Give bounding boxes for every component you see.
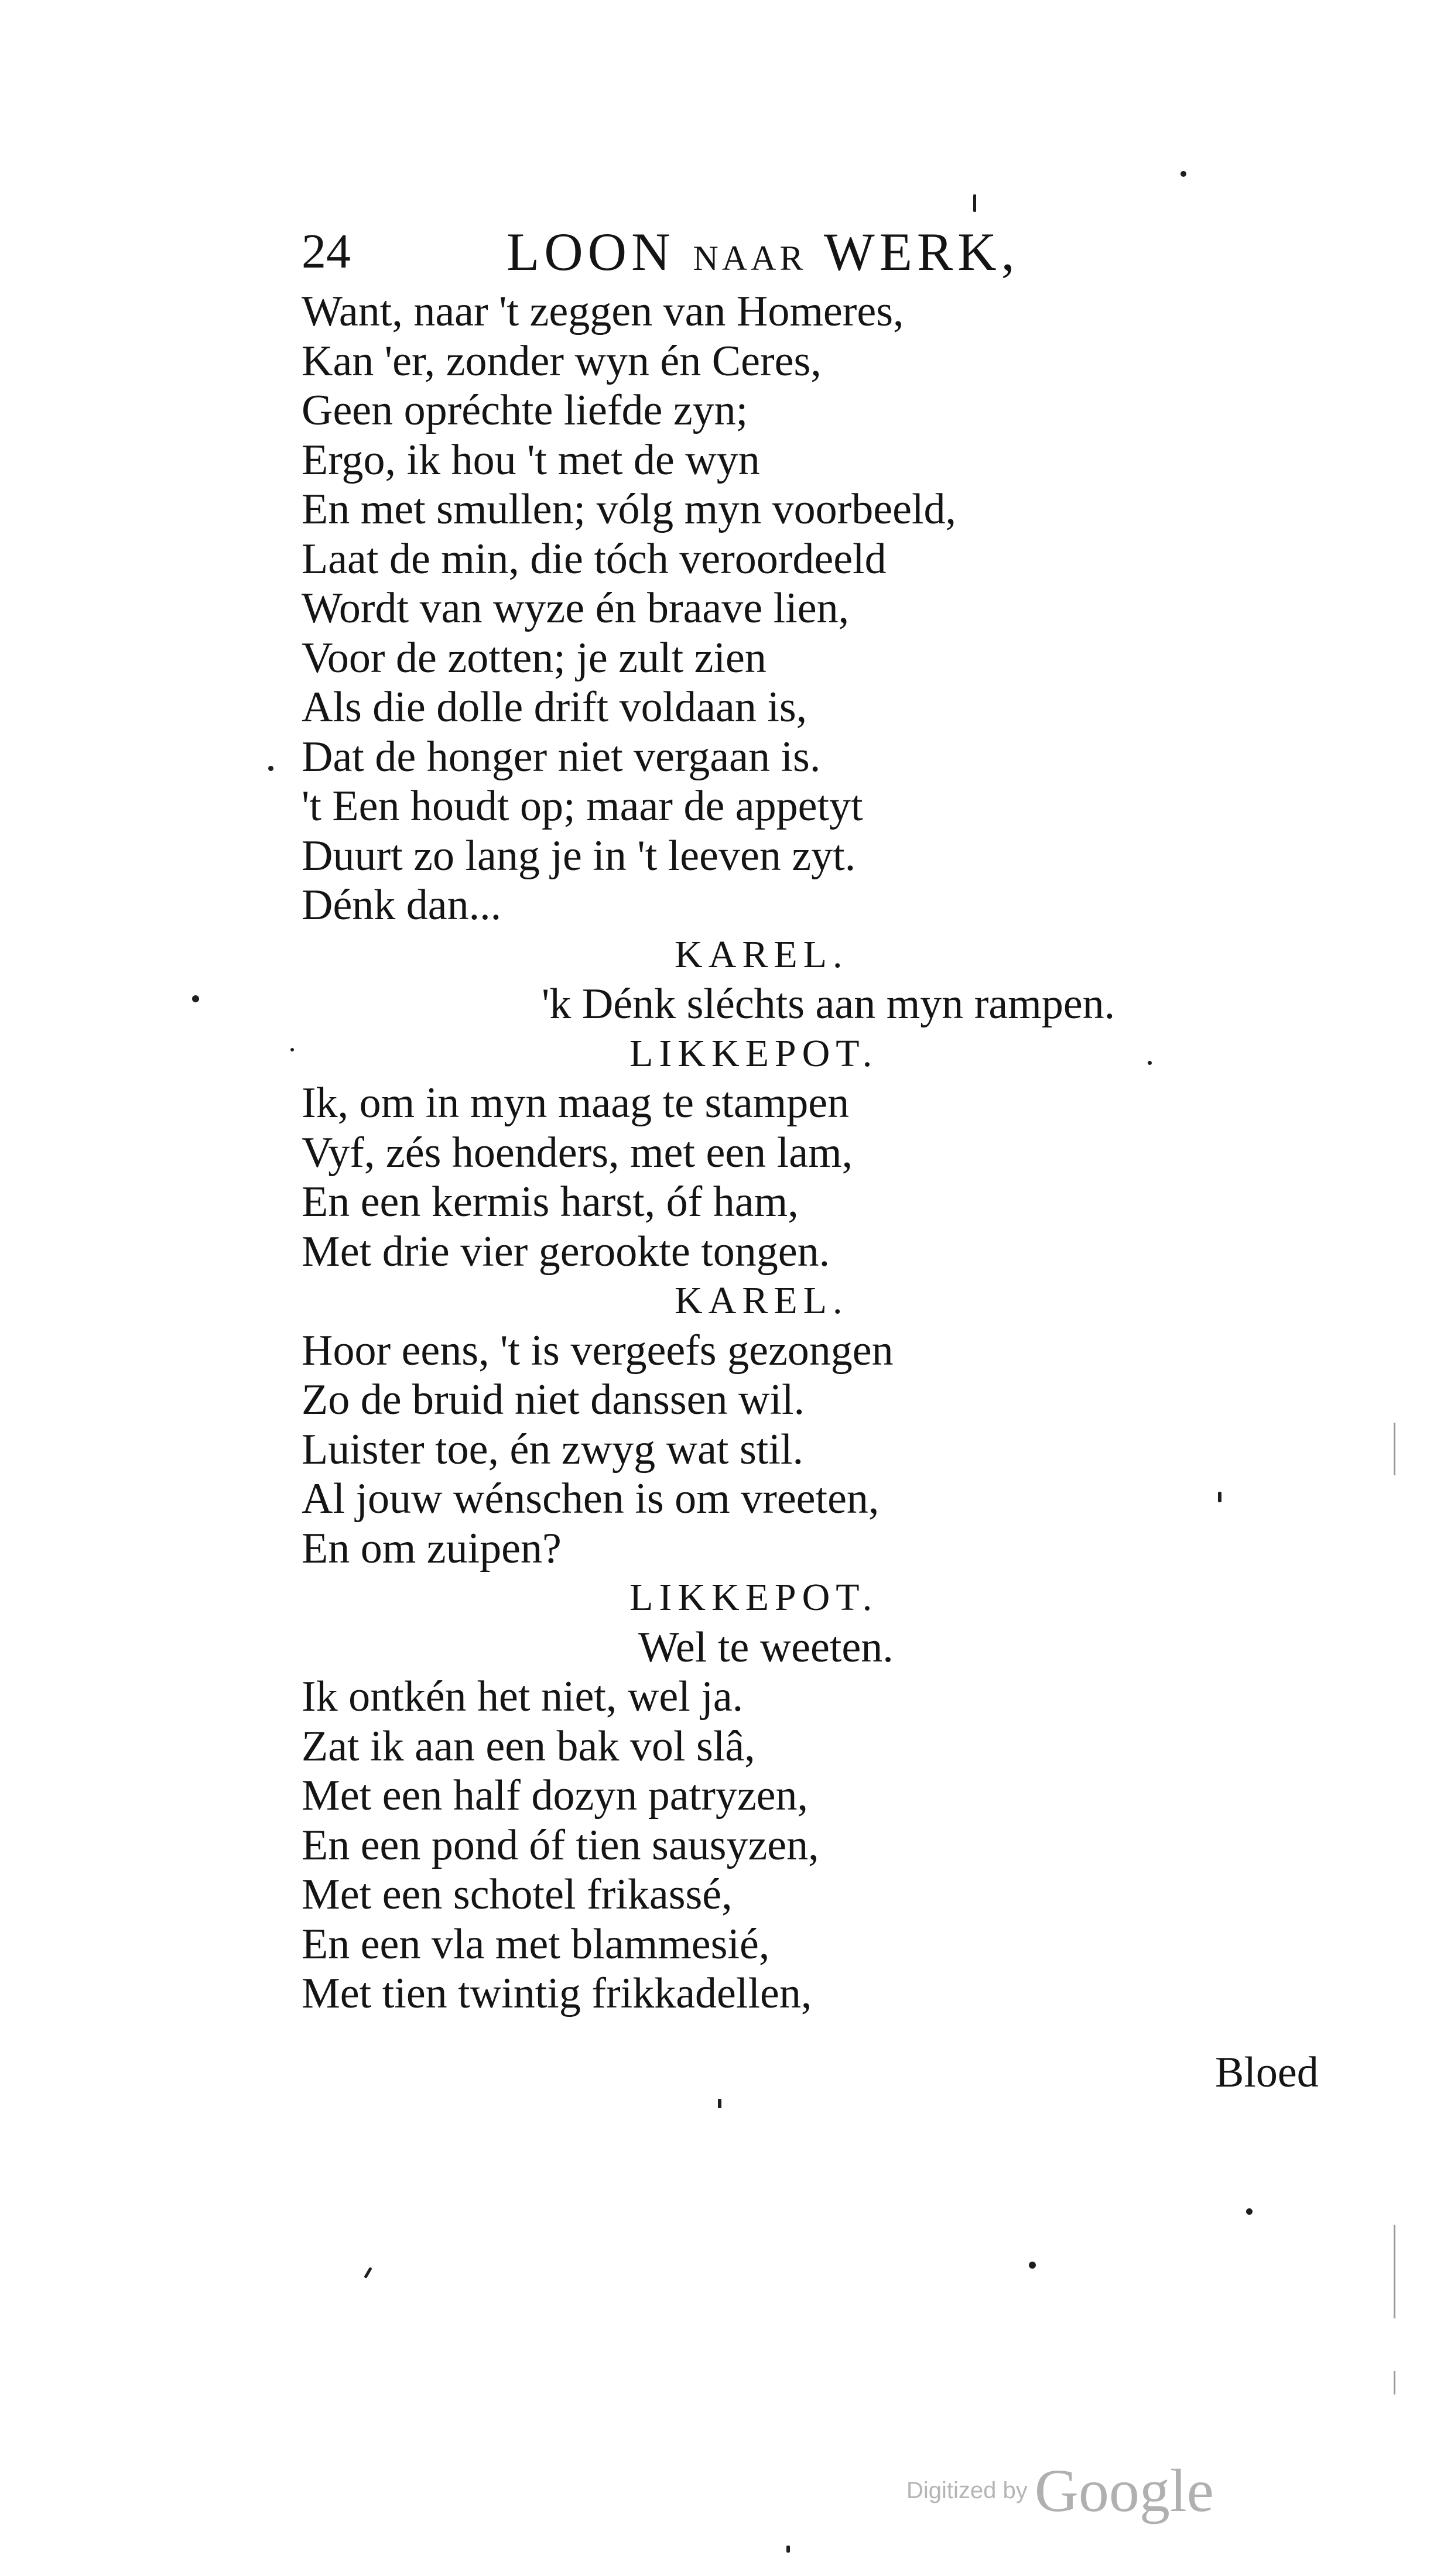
verse-line: En een vla met blammesié, <box>302 1920 770 1968</box>
margin-rule <box>1394 2225 1395 2318</box>
verse-line: Dat de honger niet vergaan is. <box>302 732 821 781</box>
verse-line: Laat de min, die tóch veroordeeld <box>302 535 887 583</box>
verse-line: Duurt zo lang je in 't leeven zyt. <box>302 831 856 880</box>
verse-line: Geen opréchte liefde zyn; <box>302 386 748 434</box>
play-text <box>302 287 1297 2019</box>
speaker-name: KAREL. <box>675 933 848 976</box>
speaker-name: LIKKEPOT. <box>629 1032 878 1075</box>
verse-line: Met een half dozyn patryzen, <box>302 1772 809 1820</box>
digitized-by-label: Digitized by <box>906 2478 1028 2503</box>
verse-line: Wordt van wyze én braave lien, <box>302 584 850 632</box>
verse-line: Met een schotel frikassé, <box>302 1871 733 1919</box>
scan-speck <box>268 766 273 771</box>
verse-line: En met smullen; vólg myn voorbeeld, <box>302 485 957 533</box>
verse-line: Kan 'er, zonder wyn én Ceres, <box>302 337 822 385</box>
scan-speck <box>1246 2208 1253 2215</box>
verse-line: En om zuipen? <box>302 1524 562 1573</box>
verse-line: En een kermis harst, óf ham, <box>302 1178 799 1226</box>
scan-speck <box>786 2546 790 2553</box>
verse-line: Dénk dan... <box>302 881 502 929</box>
verse-line: Want, naar 't zeggen van Homeres, <box>302 287 904 335</box>
verse-line: Wel te weeten. <box>638 1623 894 1671</box>
verse-line: Als die dolle drift voldaan is, <box>302 683 807 731</box>
verse-line: Voor de zotten; je zult zien <box>302 633 767 682</box>
speaker-name: KAREL. <box>675 1279 848 1322</box>
title-word-loon: LOON <box>507 222 675 282</box>
verse-line: 't Een houdt op; maar de appetyt <box>302 782 863 830</box>
verse-line: Hoor eens, 't is vergeefs gezongen <box>302 1326 894 1375</box>
running-header <box>302 211 1110 281</box>
verse-line: En een pond óf tien sausyzen, <box>302 1821 819 1869</box>
verse-line: Zo de bruid niet danssen wil. <box>302 1376 805 1424</box>
verse-line: Ik, om in myn maag te stampen <box>302 1079 850 1127</box>
page-number: 24 <box>302 224 351 279</box>
verse-line: Ergo, ik hou 't met de wyn <box>302 436 760 484</box>
verse-line: Al jouw wénschen is om vreeten, <box>302 1475 880 1523</box>
scan-speck <box>364 2267 372 2279</box>
google-logo: Google <box>1034 2457 1214 2524</box>
verse-line: Vyf, zés hoenders, met een lam, <box>302 1128 853 1177</box>
verse-line: Met drie vier gerookte tongen. <box>302 1227 830 1276</box>
scan-speck <box>1029 2262 1036 2269</box>
margin-rule <box>1394 2371 1395 2395</box>
verse-line: Met tien twintig frikkadellen, <box>302 1969 812 2017</box>
catchword: Bloed <box>1215 2049 1319 2097</box>
scan-speck <box>718 2099 721 2108</box>
running-title <box>507 222 1019 287</box>
title-word-werk: WERK, <box>823 222 1019 282</box>
verse-line: 'k Dénk sléchts aan myn rampen. <box>542 980 1115 1028</box>
margin-rule <box>1394 1423 1395 1475</box>
verse-line: Zat ik aan een bak vol slâ, <box>302 1722 755 1770</box>
scan-speck <box>973 194 976 212</box>
scan-speck <box>192 995 199 1002</box>
speaker-name: LIKKEPOT. <box>629 1576 878 1619</box>
scan-speck <box>1218 1492 1221 1502</box>
title-word-naar: NAAR <box>693 239 807 278</box>
verse-line: Ik ontkén het niet, wel ja. <box>302 1673 744 1721</box>
scan-speck <box>1180 171 1186 177</box>
scan-speck <box>290 1048 294 1051</box>
verse-line: Luister toe, én zwyg wat stil. <box>302 1425 803 1474</box>
scan-speck <box>1148 1061 1152 1065</box>
digitization-watermark <box>906 2456 1214 2526</box>
